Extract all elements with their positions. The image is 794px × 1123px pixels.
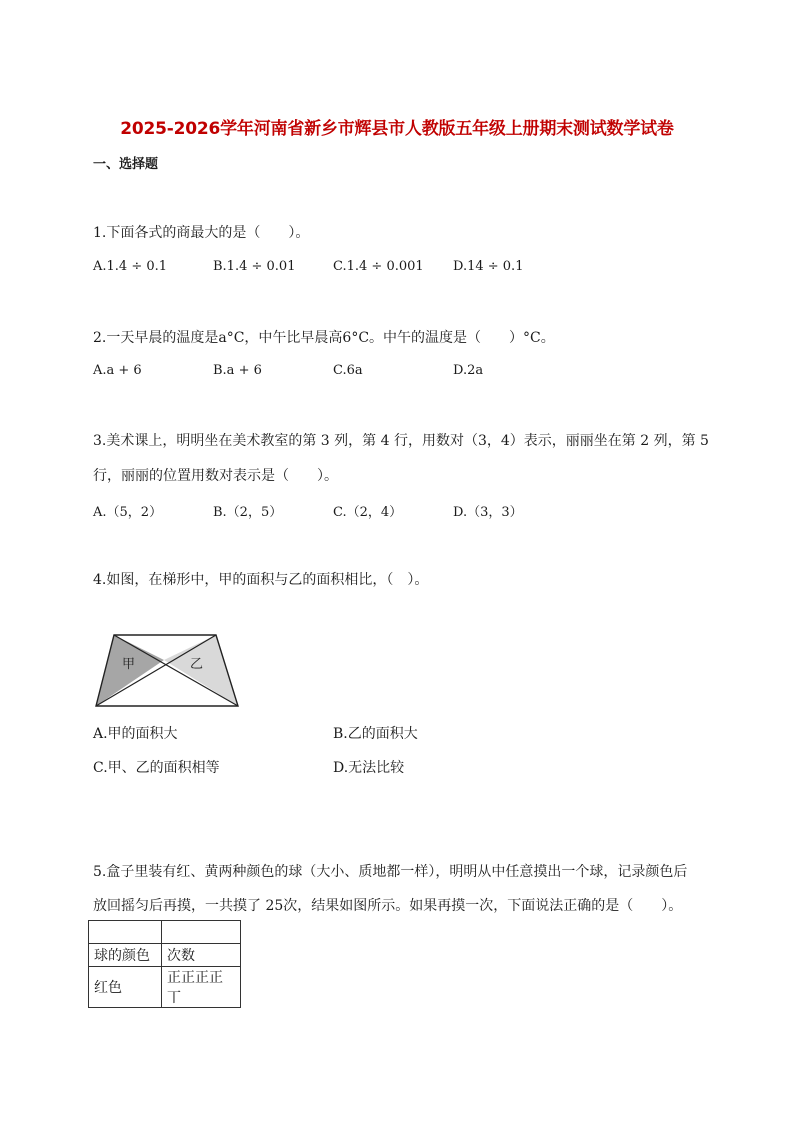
q4-option-d[interactable]: D.无法比较 [333, 760, 405, 776]
q1-option-b[interactable]: B.1.4 ÷ 0.01 [213, 259, 296, 274]
q2-option-a[interactable]: A.a + 6 [93, 363, 142, 378]
q4-option-a[interactable]: A.甲的面积大 [93, 726, 178, 742]
section-heading: 一、选择题 [93, 157, 159, 172]
tally-table [88, 920, 241, 1008]
table-row [89, 967, 241, 1008]
label-jia: 甲 [122, 657, 136, 672]
q1-option-a[interactable]: A.1.4 ÷ 0.1 [93, 259, 168, 274]
table-cell: 正正正正丅 [162, 967, 241, 1008]
question-4-stem: 4.如图，在梯形中，甲的面积与乙的面积相比，（ ）。 [93, 572, 429, 588]
question-5-stem-line2: 放回摇匀后再摸，一共摸了 25次，结果如图所示。如果再摸一次，下面说法正确的是（ ）。 [93, 898, 683, 914]
table-cell: 球的颜色 [89, 944, 162, 967]
q3-option-b[interactable]: B.（2，5） [213, 505, 283, 520]
question-3-stem-line1: 3.美术课上，明明坐在美术教室的第 3 列，第 4 行，用数对（3，4）表示，丽丽坐在第 2 列，第 5 [93, 433, 709, 449]
table-cell: 次数 [162, 944, 241, 967]
table-row [89, 944, 241, 967]
question-3-stem-line2: 行，丽丽的位置用数对表示是（ ）。 [93, 468, 338, 484]
q4-option-b[interactable]: B.乙的面积大 [333, 726, 418, 742]
page-title: 2025-2026学年河南省新乡市辉县市人教版五年级上册期末测试数学试卷 [120, 119, 674, 139]
q3-option-d[interactable]: D.（3，3） [453, 505, 523, 520]
question-5-stem-line1: 5.盒子里装有红、黄两种颜色的球（大小、质地都一样），明明从中任意摸出一个球，记录颜色后 [93, 864, 688, 880]
question-1-stem: 1.下面各式的商最大的是（ ）。 [93, 225, 310, 241]
q3-option-c[interactable]: C.（2，4） [333, 505, 403, 520]
q2-option-d[interactable]: D.2a [453, 363, 484, 378]
q2-option-b[interactable]: B.a + 6 [213, 363, 262, 378]
question-2-stem: 2.一天早晨的温度是a°C，中午比早晨高6°C。中午的温度是（ ）°C。 [93, 330, 555, 346]
q3-option-a[interactable]: A.（5，2） [93, 505, 163, 520]
q1-option-d[interactable]: D.14 ÷ 0.1 [453, 259, 524, 274]
table-cell: 红色 [89, 967, 162, 1008]
table-row [89, 921, 241, 944]
q4-option-c[interactable]: C.甲、乙的面积相等 [93, 760, 220, 776]
table-cell [89, 921, 162, 944]
trapezoid-figure [94, 632, 242, 712]
label-yi: 乙 [190, 657, 204, 672]
table-cell [162, 921, 241, 944]
q1-option-c[interactable]: C.1.4 ÷ 0.001 [333, 259, 424, 274]
q2-option-c[interactable]: C.6a [333, 363, 363, 378]
